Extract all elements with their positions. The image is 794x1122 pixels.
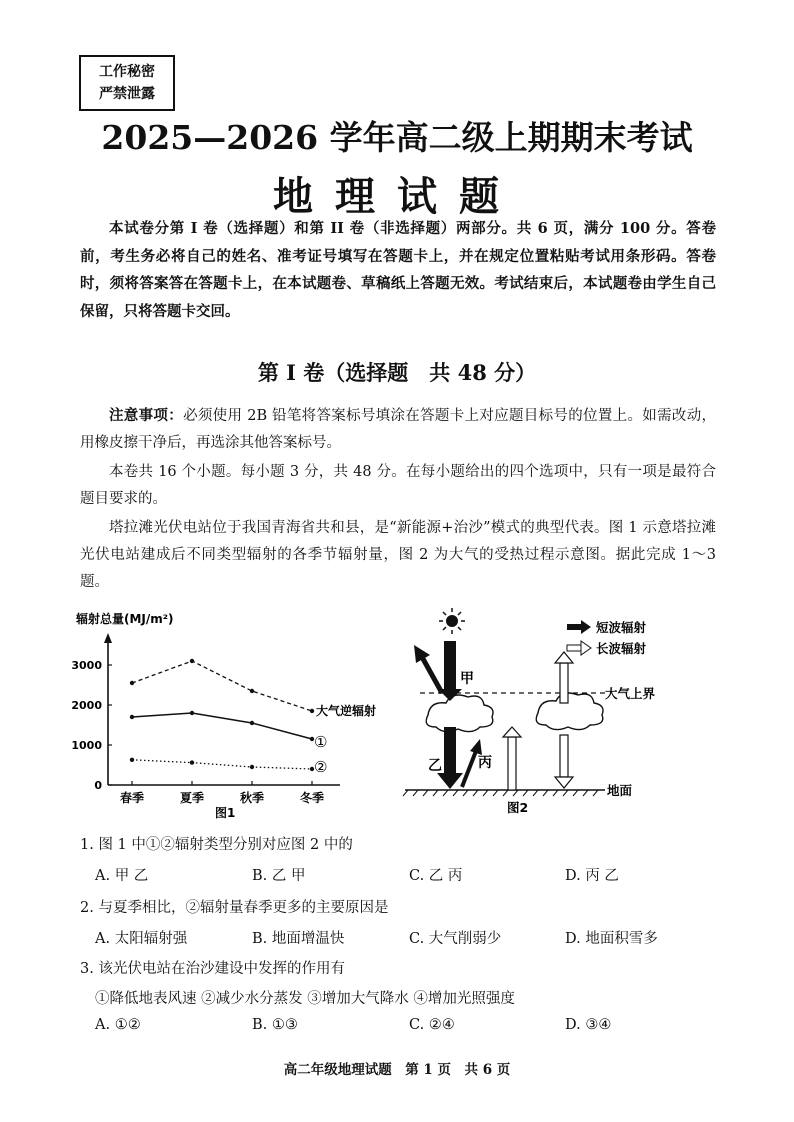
question-1-stem: 1. 图 1 中①②辐射类型分别对应图 2 中的 bbox=[80, 837, 353, 853]
secret-line-1: 工作秘密 bbox=[99, 64, 155, 80]
longwave-down-arrow bbox=[555, 735, 573, 788]
page-footer: 高二年级地理试题 第 1 页 共 6 页 bbox=[283, 1062, 511, 1078]
fig1-label-dashed: 大气逆辐射 bbox=[316, 704, 377, 718]
q2-option-a[interactable]: A. 太阳辐射强 bbox=[95, 931, 188, 947]
question-stem-intro: 塔拉滩光伏电站位于我国青海省共和县，是“新能源+治沙”模式的典型代表。图 1 示意塔拉滩光伏电站建成后不同类型辐射的各季节辐射量，图 2 为大气的受热过程示意图。据此完成 1～3 题。 bbox=[80, 520, 716, 590]
secret-line-2: 严禁泄露 bbox=[99, 86, 155, 102]
legend-short-wave bbox=[567, 620, 591, 634]
label-yi: 乙 bbox=[428, 758, 442, 774]
figure2-diagram bbox=[400, 605, 730, 820]
atmosphere-top-label: 大气上界 bbox=[605, 686, 656, 701]
fig1-y-axis-arrow bbox=[104, 633, 112, 643]
data-point bbox=[130, 715, 134, 719]
exam-title: 2025—2026 学年高二级上期期末考试 bbox=[101, 118, 693, 157]
series-line-1 bbox=[132, 661, 312, 711]
fig1-label-dotted: ② bbox=[314, 758, 328, 776]
legend-long-wave bbox=[567, 641, 591, 655]
fig1-label-solid: ① bbox=[314, 733, 328, 751]
data-point bbox=[250, 721, 254, 725]
fig1-ylabel: 辐射总量(MJ/m²) bbox=[76, 612, 174, 626]
q1-option-d[interactable]: D. 丙 乙 bbox=[565, 868, 619, 884]
q3-option-a[interactable]: A. ①② bbox=[95, 1017, 141, 1033]
q2-option-b[interactable]: B. 地面增温快 bbox=[252, 931, 345, 947]
data-point bbox=[250, 689, 254, 693]
ground-hatch bbox=[403, 790, 598, 796]
q1-option-b[interactable]: B. 乙 甲 bbox=[252, 868, 306, 884]
q2-option-d[interactable]: D. 地面积雪多 bbox=[565, 931, 658, 947]
section-heading: 第 I 卷（选择题 共 48 分） bbox=[257, 360, 537, 385]
reflected-shortwave-arrow bbox=[414, 645, 442, 693]
q1-option-a[interactable]: A. 甲 乙 bbox=[95, 868, 149, 884]
data-point bbox=[310, 709, 314, 713]
data-point bbox=[130, 758, 134, 762]
x-tick-label: 冬季 bbox=[299, 791, 325, 805]
cloud-right bbox=[536, 693, 603, 730]
q2-option-c[interactable]: C. 大气削弱少 bbox=[409, 931, 502, 947]
q1-option-c[interactable]: C. 乙 丙 bbox=[409, 868, 463, 884]
legend-long-label: 长波辐射 bbox=[596, 641, 647, 656]
data-point bbox=[190, 711, 194, 715]
notice-paragraph bbox=[80, 402, 716, 457]
legend-short-label: 短波辐射 bbox=[596, 620, 647, 635]
q3-option-d[interactable]: D. ③④ bbox=[565, 1017, 612, 1033]
x-tick-label: 春季 bbox=[119, 791, 145, 805]
sun-icon bbox=[439, 608, 465, 634]
x-tick-label: 秋季 bbox=[239, 791, 265, 805]
fig2-caption: 图2 bbox=[507, 800, 529, 815]
q3-option-b[interactable]: B. ①③ bbox=[252, 1017, 298, 1033]
y-tick-label: 3000 bbox=[71, 659, 102, 672]
q3-option-c[interactable]: C. ②④ bbox=[409, 1017, 455, 1033]
data-point bbox=[130, 681, 134, 685]
fig1-caption: 图1 bbox=[215, 806, 236, 820]
data-point bbox=[190, 760, 194, 764]
q3-choices: ①降低地表风速 ②减少水分蒸发 ③增加大气降水 ④增加光照强度 bbox=[95, 991, 515, 1007]
data-point bbox=[190, 659, 194, 663]
data-point bbox=[250, 765, 254, 769]
y-tick-label: 1000 bbox=[71, 739, 102, 752]
intro-paragraph: 本试卷分第 I 卷（选择题）和第 II 卷（非选择题）两部分。共 6 页，满分 100 分。答卷前，考生务必将自己的姓名、准考证号填写在答题卡上，并在规定位置粘贴考试用条形码。答卷时，须将答案答在答题卡上，在本试题卷、草稿纸上答题无效。考试结束后，本试题卷由学生自己保留，只将答题卡交回。 bbox=[80, 220, 716, 320]
longwave-up-arrow bbox=[503, 727, 521, 790]
confidential-stamp bbox=[79, 55, 175, 111]
ground-label: 地面 bbox=[607, 783, 633, 798]
question-3-stem: 3. 该光伏电站在治沙建设中发挥的作用有 bbox=[80, 961, 345, 977]
x-tick-label: 夏季 bbox=[179, 791, 205, 805]
figure1-chart bbox=[70, 605, 410, 830]
label-bing: 丙 bbox=[478, 755, 492, 771]
y-tick-label: 0 bbox=[94, 779, 102, 792]
rule-paragraph: 本卷共 16 个小题。每小题 3 分，共 48 分。在每小题给出的四个选项中，只有一项是最符合题目要求的。 bbox=[80, 464, 716, 507]
subject-title: 地理试题 bbox=[273, 173, 521, 220]
label-jia: 甲 bbox=[460, 671, 474, 687]
y-tick-label: 2000 bbox=[71, 699, 102, 712]
question-2-stem: 2. 与夏季相比，②辐射量春季更多的主要原因是 bbox=[80, 900, 389, 916]
series-line-2 bbox=[132, 713, 312, 739]
notice-label: 注意事项： bbox=[109, 407, 184, 424]
notice-text: 必须使用 2B 铅笔将答案标号填涂在答题卡上对应题目标号的位置上。如需改动，用橡皮擦干净后，再选涂其他答案标号。 bbox=[80, 408, 717, 451]
cloud-left bbox=[426, 695, 493, 732]
series-line-3 bbox=[132, 760, 312, 769]
